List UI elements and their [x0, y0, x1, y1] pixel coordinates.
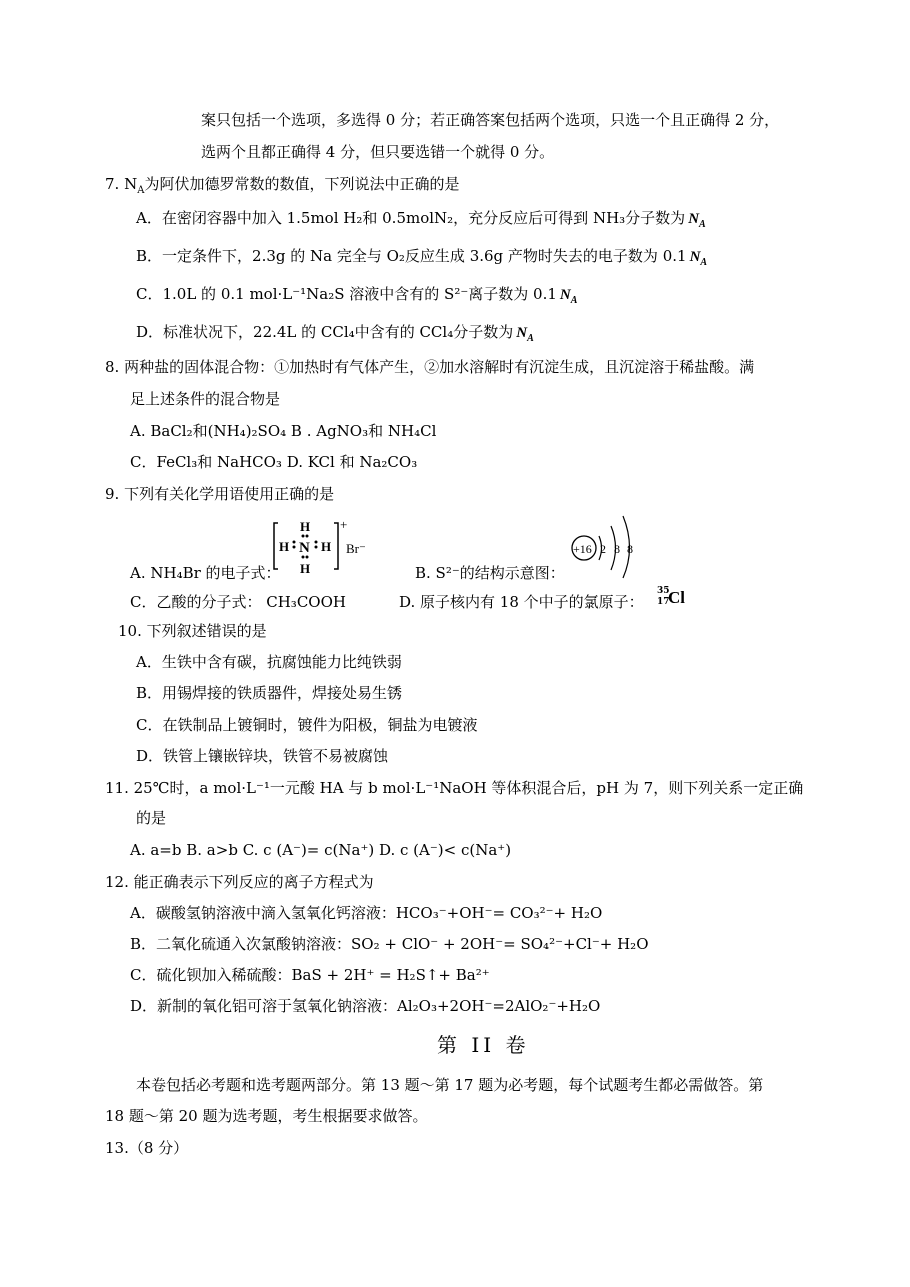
lewis-h-bottom: H — [300, 561, 311, 576]
q7-option-a: A．在密闭容器中加入 1.5mol H₂和 0.5molN₂，充分反应后可得到 NH₃分子数为 $N_A$ — [136, 209, 706, 230]
lewis-charge-plus: + — [340, 517, 348, 532]
q11-stem-line-2: 的是 — [136, 809, 167, 827]
part-2-intro-line-1: 本卷包括必考题和选考题两部分。第 13 题～第 17 题为必考题，每个试题考生都必需做答。第 — [136, 1076, 764, 1094]
q12-option-b: B．二氧化硫通入次氯酸钠溶液：SO₂ + ClO⁻ + 2OH⁻= SO₄²⁻+Cl⁻+ H₂O — [130, 935, 649, 953]
q7-option-c: C．1.0L 的 0.1 mol·L⁻¹Na₂S 溶液中含有的 S²⁻离子数为 0.1 $N_A$ — [136, 285, 578, 306]
q7-option-b: B．一定条件下，2.3g 的 Na 完全与 O₂反应生成 3.6g 产物时失去的电子数为 0.1 $N_A$ — [136, 247, 708, 268]
q10-stem: 10. 下列叙述错误的是 — [118, 622, 267, 640]
shell-2-electrons: 8 — [614, 542, 620, 556]
q10-option-b: B．用锡焊接的铁质器件，焊接处易生锈 — [136, 684, 403, 702]
q12-option-a: A．碳酸氢钠溶液中滴入氢氧化钙溶液：HCO₃⁻+OH⁻= CO₃²⁻+ H₂O — [130, 904, 603, 922]
isotope-atomic-number: 17 — [657, 597, 670, 607]
q12-option-c: C．硫化钡加入稀硫酸：BaS + 2H⁺ = H₂S↑+ Ba²⁺ — [130, 966, 490, 984]
q9-option-d: D. 原子核内有 18 个中子的氯原子： — [399, 593, 644, 611]
isotope-mass-number: 35 — [657, 586, 670, 596]
lewis-bromide: Br⁻ — [346, 541, 366, 556]
isotope-symbol: Cl — [668, 588, 685, 607]
shell-3-electrons: 8 — [627, 542, 633, 556]
part-2-title: 第 II 卷 — [437, 1033, 530, 1057]
q11-options: A. a=b B. a>b C. c (A⁻)= c(Na⁺) D. c (A⁻)< c(Na⁺) — [130, 841, 512, 859]
q8-options-ab: A. BaCl₂和(NH₄)₂SO₄ B . AgNO₃和 NH₄Cl — [130, 422, 437, 440]
lewis-n: N — [299, 540, 310, 556]
q9-option-b: B. S²⁻的结构示意图： — [415, 564, 565, 582]
q7-option-d: D．标准状况下，22.4L 的 CCl₄中含有的 CCl₄分子数为 $N_A$ — [136, 323, 534, 344]
nh4br-electron-formula — [270, 515, 380, 581]
sulfide-structure-diagram — [563, 512, 643, 580]
q10-option-c: C．在铁制品上镀铜时，镀件为阳极，铜盐为电镀液 — [136, 716, 478, 734]
nucleus-charge: +16 — [573, 542, 592, 556]
lewis-h-left: H — [279, 539, 290, 554]
q8-stem-line-1: 8. 两种盐的固体混合物：①加热时有气体产生，②加水溶解时有沉淀生成，且沉淀溶于稀盐酸。满 — [105, 358, 755, 376]
part-2-intro-line-2: 18 题～第 20 题为选考题，考生根据要求做答。 — [105, 1107, 428, 1125]
q12-option-d: D．新制的氧化铝可溶于氢氧化钠溶液：Al₂O₃+2OH⁻=2AlO₂⁻+H₂O — [130, 997, 601, 1015]
q8-stem-line-2: 足上述条件的混合物是 — [130, 390, 281, 408]
q9-option-c: C．乙酸的分子式： CH₃COOH — [130, 593, 346, 611]
q13-header: 13.（8 分） — [105, 1139, 189, 1157]
q9-option-a: A. NH₄Br 的电子式： — [130, 564, 281, 582]
chlorine-35-isotope — [657, 586, 687, 612]
q10-option-d: D．铁管上镶嵌锌块，铁管不易被腐蚀 — [136, 747, 389, 765]
q8-options-cd: C．FeCl₃和 NaHCO₃ D. KCl 和 Na₂CO₃ — [130, 453, 418, 471]
intro-line-1: 案只包括一个选项，多选得 0 分；若正确答案包括两个选项，只选一个且正确得 2 分， — [201, 111, 780, 129]
lewis-h-top: H — [300, 519, 311, 534]
shell-1-electrons: 2 — [600, 542, 606, 556]
q12-stem: 12. 能正确表示下列反应的离子方程式为 — [105, 873, 374, 891]
q9-stem: 9. 下列有关化学用语使用正确的是 — [105, 485, 335, 503]
q10-option-a: A．生铁中含有碳，抗腐蚀能力比纯铁弱 — [136, 653, 402, 671]
intro-line-2: 选两个且都正确得 4 分，但只要选错一个就得 0 分。 — [201, 143, 555, 161]
q7-stem: 7. $N_A$为阿伏加德罗常数的数值，下列说法中正确的是 — [105, 175, 460, 196]
lewis-h-right: H — [321, 539, 332, 554]
q11-stem-line-1: 11. 25℃时，a mol·L⁻¹一元酸 HA 与 b mol·L⁻¹NaOH 等体积混合后，pH 为 7，则下列关系一定正确 — [105, 779, 804, 797]
